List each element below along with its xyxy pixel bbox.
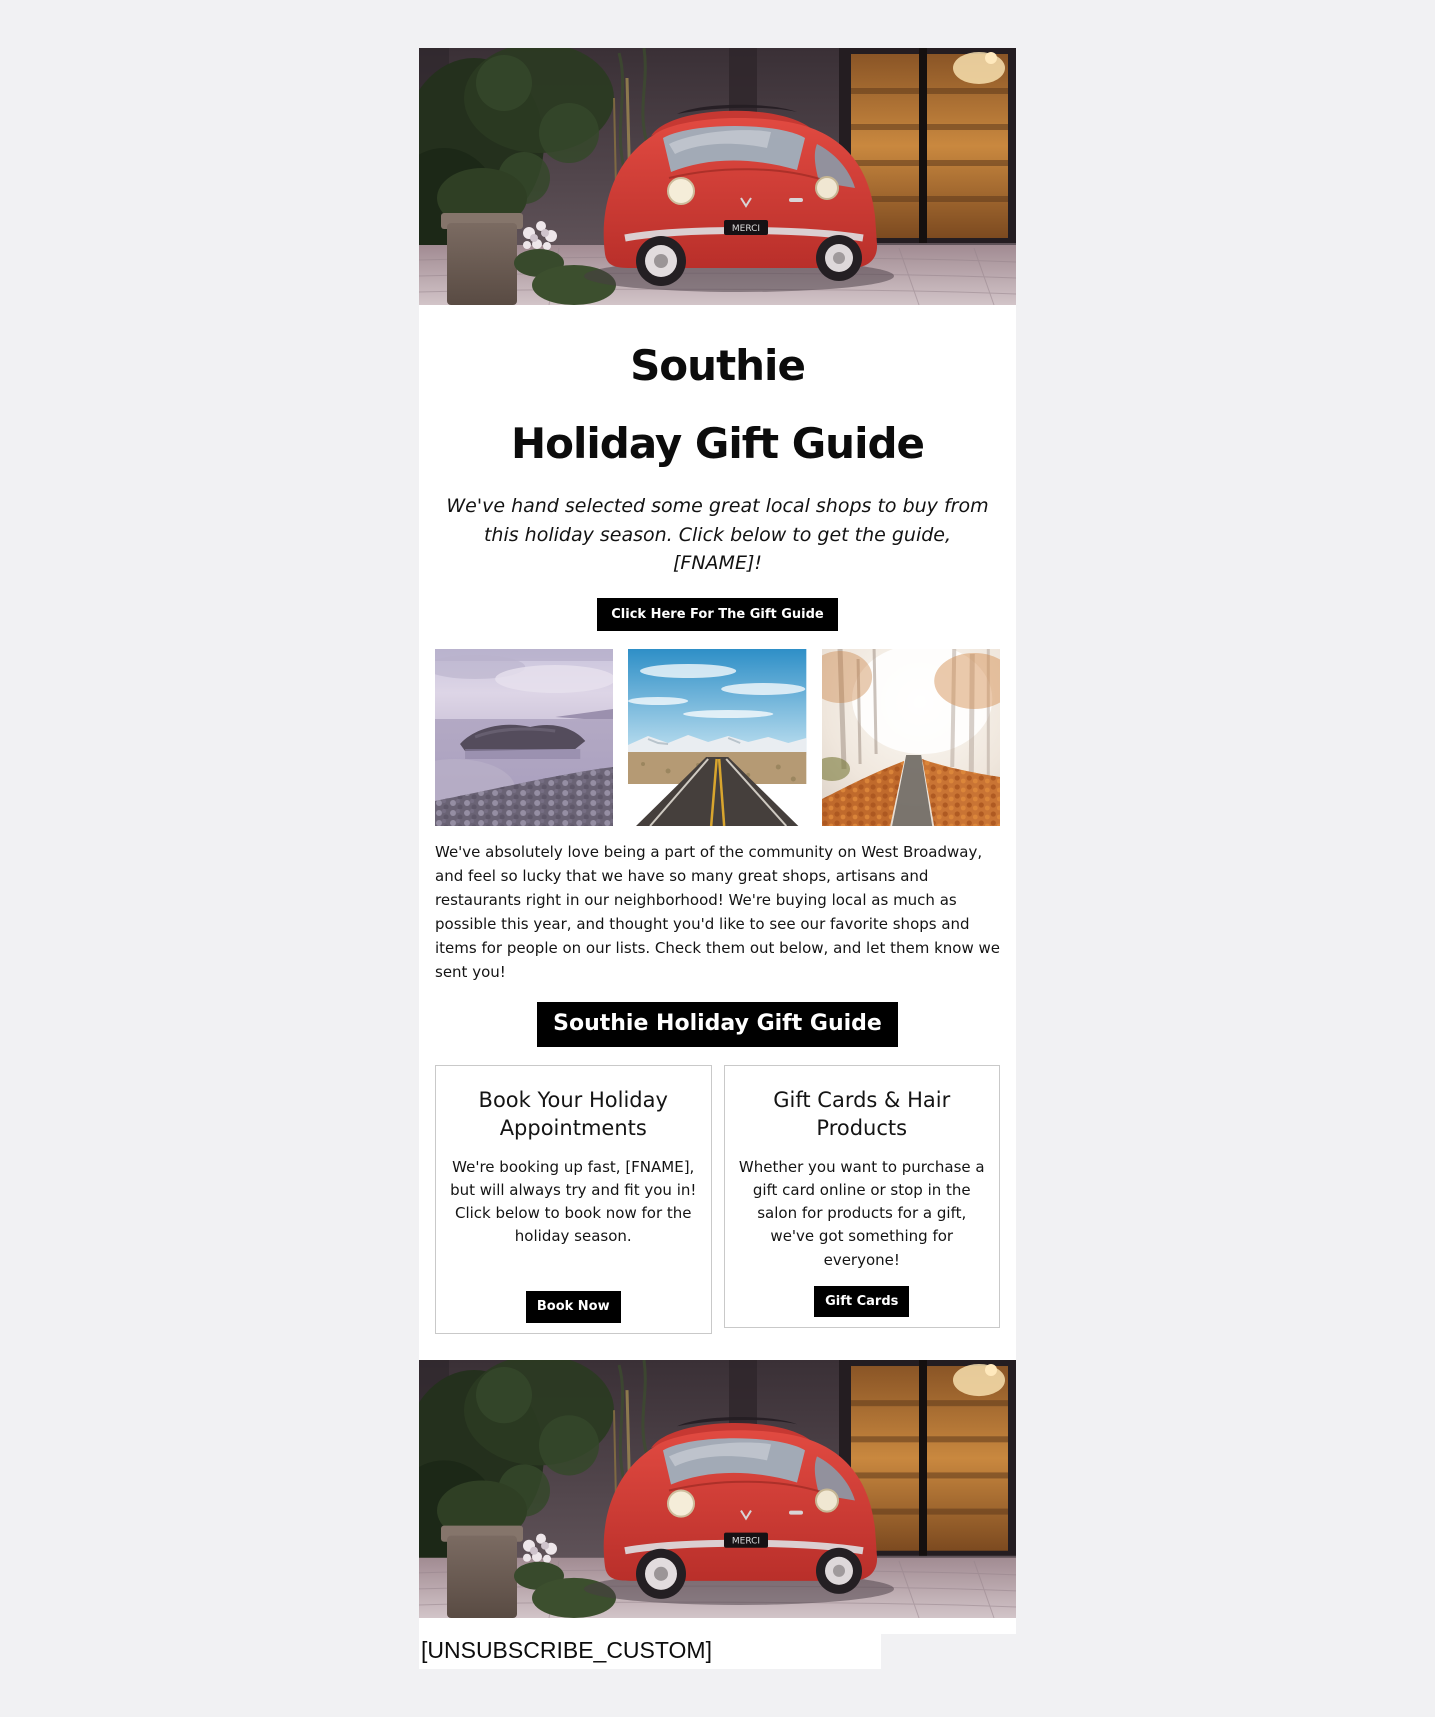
card-body: Whether you want to purchase a gift card online or stop in the salon for products for a gift, we've got something for everyone!: [738, 1157, 985, 1269]
card-body: We're booking up fast, [FNAME], but will always try and fit you in! Click below to book now for the holiday season.: [450, 1157, 697, 1246]
red-car-photo: [419, 1360, 1016, 1618]
banner-row: [435, 1002, 1000, 1046]
appointments-card: [435, 1065, 712, 1334]
email-content: [419, 327, 1016, 1334]
gallery-image-forest-path: [822, 649, 1000, 826]
page-title-line1: Southie: [630, 341, 805, 390]
page-title-line2: Holiday Gift Guide: [510, 418, 925, 468]
intro-paragraph: We've absolutely love being a part of the community on West Broadway, and feel so lucky that we have so many great shops, artisans and restaurants right in our neighborhood! We're buying local as much as possible this year, and thought you'd like to see our favorite shops and items for people on our lists. Check them out below, and let them know we sent you!: [435, 843, 1001, 982]
hero-image: [419, 48, 1016, 305]
unsubscribe-link[interactable]: [UNSUBSCRIBE_CUSTOM]: [419, 1634, 881, 1669]
gallery-image-seascape: [435, 649, 613, 826]
gallery-image-road: [628, 649, 806, 826]
gift-cards-button[interactable]: Gift Cards: [814, 1286, 909, 1318]
cta-row: [435, 598, 1000, 632]
footer-image: [419, 1360, 1016, 1618]
gift-guide-cta-button[interactable]: Click Here For The Gift Guide: [597, 598, 838, 632]
image-gallery: [435, 649, 1000, 826]
section-banner-button[interactable]: Southie Holiday Gift Guide: [537, 1002, 898, 1046]
red-car-photo: [419, 48, 1016, 305]
gift-cards-card: [724, 1065, 1001, 1329]
card-button-row: [737, 1272, 988, 1318]
card-button-row: [448, 1277, 699, 1323]
book-now-button[interactable]: Book Now: [526, 1291, 621, 1323]
cards-row: [435, 1065, 1000, 1334]
email-preview-page: [0, 48, 1435, 1717]
subtitle-text: We've hand selected some great local shops to buy from this holiday season. Click below to get the guide, [FNAME]!: [446, 495, 989, 575]
card-title: Gift Cards & Hair Products: [773, 1087, 951, 1141]
email-body: [419, 48, 1016, 1634]
page-title: [435, 327, 1000, 482]
card-title: Book Your Holiday Appointments: [478, 1087, 668, 1141]
